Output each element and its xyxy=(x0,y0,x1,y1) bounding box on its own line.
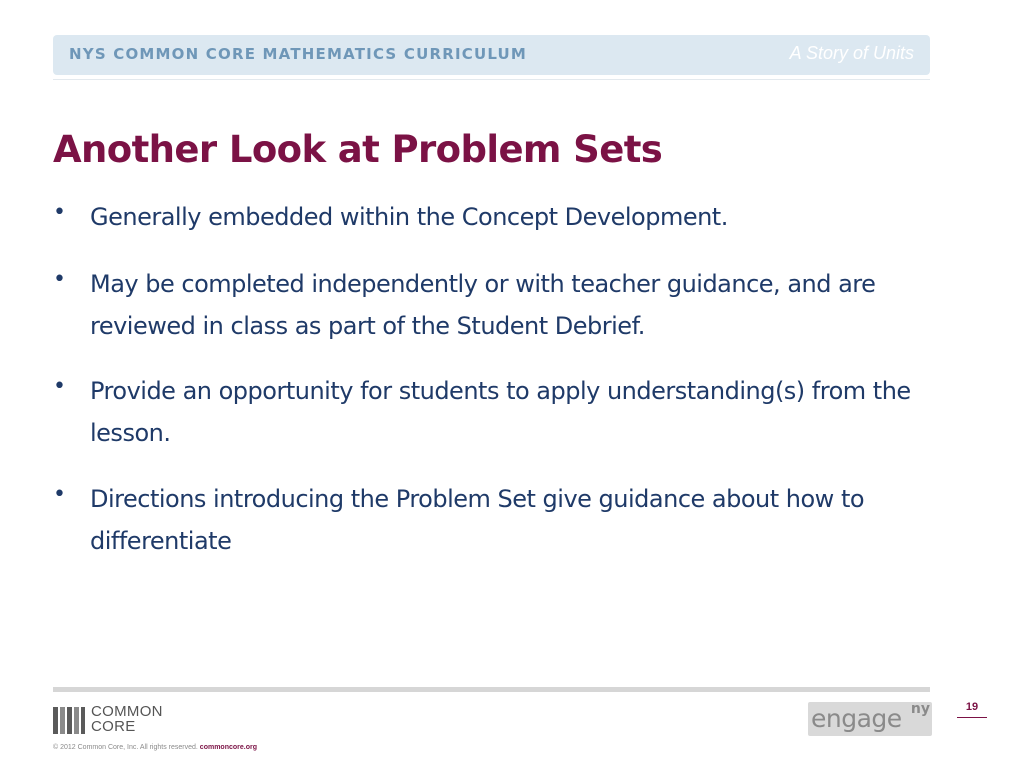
page-number-underline xyxy=(957,717,987,718)
copyright-notice xyxy=(53,744,257,751)
curriculum-title: NYS COMMON CORE MATHEMATICS CURRICULUM xyxy=(69,45,528,63)
bullet-text: Generally embedded within the Concept Development. xyxy=(90,203,728,231)
bullet-text: Provide an opportunity for students to apply understanding(s) from the lesson. xyxy=(90,377,911,447)
logo-line-2: CORE xyxy=(91,718,136,735)
story-title: A Story of Units xyxy=(789,43,914,63)
page-number: 19 xyxy=(965,701,979,713)
bullet-icon: • xyxy=(53,482,66,507)
engage-ny-superscript: ny xyxy=(910,701,930,717)
copyright-link[interactable]: commoncore.org xyxy=(199,744,257,751)
slide-title: Another Look at Problem Sets xyxy=(53,128,663,171)
bullet-text: Directions introducing the Problem Set give guidance about how to differentiate xyxy=(90,485,865,555)
engageny-logo xyxy=(808,702,932,736)
bullet-text: May be completed independently or with teacher guidance, and are reviewed in class as part of the Student Debrief. xyxy=(90,270,876,340)
logo-line-1: COMMON xyxy=(91,703,163,720)
copyright-text: © 2012 Common Core, Inc. All rights reserved. xyxy=(53,744,198,751)
bullet-icon: • xyxy=(53,267,66,292)
bullet-icon: • xyxy=(53,200,66,225)
footer-divider xyxy=(53,687,930,692)
common-core-logo-icon xyxy=(53,707,85,734)
bullet-icon: • xyxy=(53,374,66,399)
engage-word: engage xyxy=(811,704,902,733)
header-band xyxy=(53,35,930,75)
common-core-logo-text xyxy=(91,704,163,734)
header-divider xyxy=(53,79,930,80)
